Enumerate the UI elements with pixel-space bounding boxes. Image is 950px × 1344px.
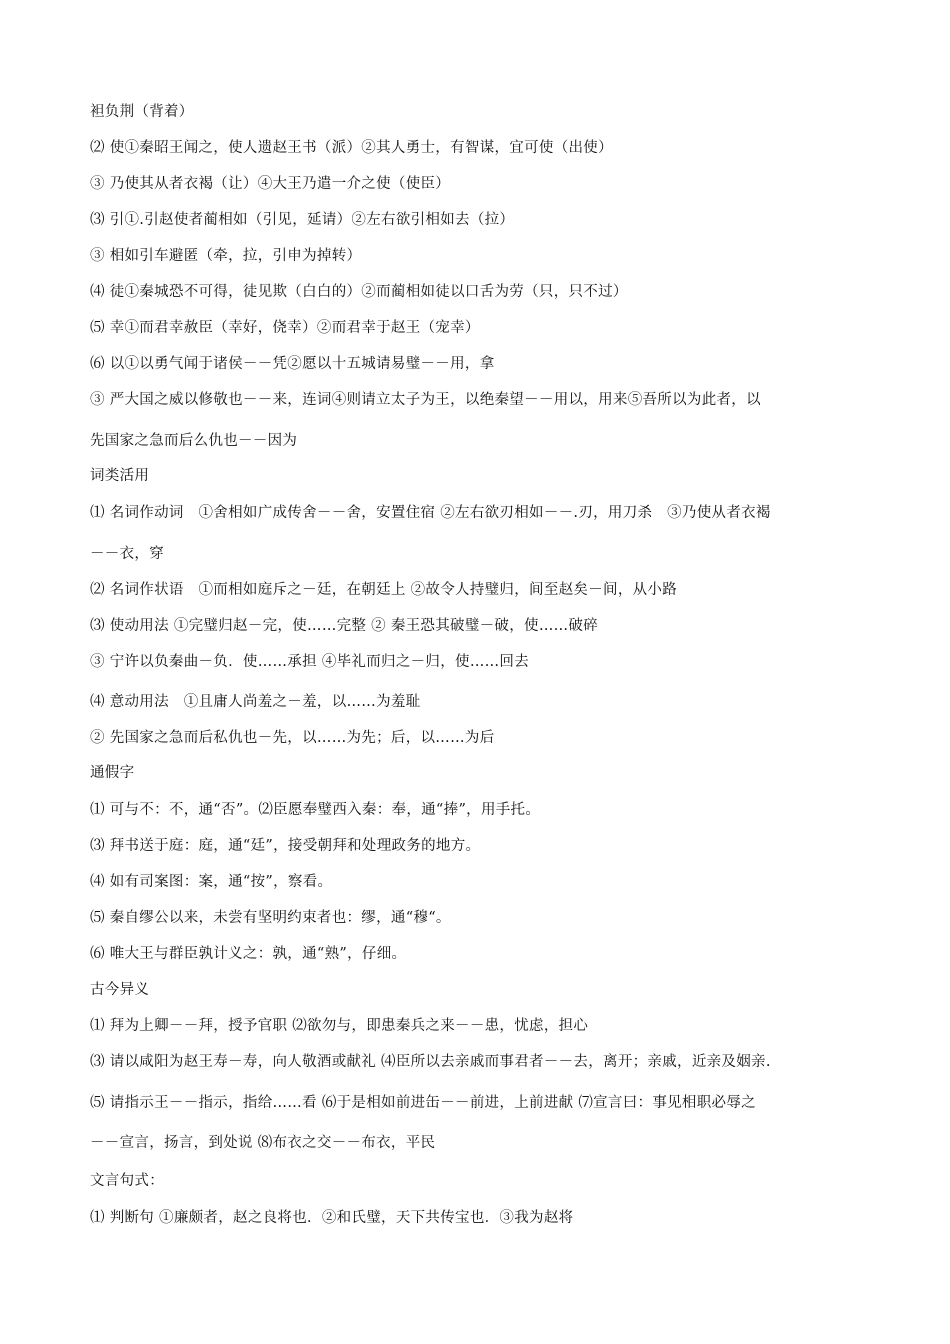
text-line: ③ 相如引车避匿（牵，拉，引申为掉转） [90, 248, 362, 264]
text-line: ⑸ 幸①而君幸赦臣（幸好，侥幸）②而君幸于赵王（宠幸） [90, 320, 480, 336]
text-line: ⑷ 徒①秦城恐不可得，徒见欺（白白的）②而蔺相如徒以口舌为劳（只，只不过） [90, 284, 628, 300]
text-line: ③ 严大国之威以修敬也－－来，连词④则请立太子为王，以绝秦望－－用以，用来⑤吾所以为此者，以 [90, 392, 761, 408]
text-line: ⑸ 秦自缪公以来，未尝有坚明约束者也：缪，通“穆“。 [90, 910, 451, 926]
text-line: ⑴ 名词作动词 ①舍相如广成传舍－－舍，安置住宿 ②左右欲刃相如－－.刃，用刀杀 ③乃使从者衣褐 [90, 505, 771, 521]
text-line: ⑵ 名词作状语 ①而相如庭斥之－廷，在朝廷上 ②故令人持璧归，间至赵矣－间，从小路 [90, 582, 678, 598]
text-line: ⑶ 请以咸阳为赵王寿－寿，向人敬酒或献礼 ⑷臣所以去亲戚而事君者－－去，离开；亲戚，近亲及姻亲. [90, 1054, 771, 1070]
text-line: 袒负荆（背着） [90, 104, 194, 120]
section-heading: 通假字 [90, 765, 135, 781]
text-line: ⑶ 拜书送于庭：庭，通“廷”，接受朝拜和处理政务的地方。 [90, 838, 481, 854]
text-line: ② 先国家之急而后私仇也－先，以……为先；后，以……为后 [90, 730, 495, 746]
text-line: ⑷ 如有司案图：案，通“按”，察看。 [90, 874, 333, 890]
text-line: ⑸ 请指示王－－指示，指给……看 ⑹于是相如前进缶－－前进，上前进献 ⑺宣言曰：事见相职必辱之 [90, 1095, 756, 1111]
text-line: 先国家之急而后么仇也－－因为 [90, 433, 298, 449]
text-line: ⑷ 意动用法 ①且庸人尚羞之－羞，以……为羞耻 [90, 694, 421, 710]
text-line: ⑴ 判断句 ①廉颇者，赵之良将也．②和氏璧，天下共传宝也．③我为赵将 [90, 1210, 574, 1226]
section-heading: 词类活用 [90, 468, 150, 484]
text-line: ⑴ 拜为上卿－－拜，授予官职 ⑵欲勿与，即患秦兵之来－－患，忧虑，担心 [90, 1018, 589, 1034]
text-line: ③ 乃使其从者衣褐（让）④大王乃遣一介之使（使臣） [90, 176, 451, 192]
text-line: ⑹ 唯大王与群臣孰计义之：孰，通“熟”，仔细。 [90, 946, 407, 962]
text-line: ③ 宁许以负秦曲－负．使……承担 ④毕礼而归之－归，使……回去 [90, 654, 530, 670]
text-line: －－衣，穿 [90, 546, 164, 562]
section-heading: 古今异义 [90, 982, 150, 998]
section-heading: 文言句式： [90, 1173, 164, 1189]
text-line: ⑶ 引①.引赵使者蔺相如（引见，延请）②左右欲引相如去（拉） [90, 212, 515, 228]
text-line: ⑵ 使①秦昭王闻之，使人遗赵王书（派）②其人勇士，有智谋，宜可使（出使） [90, 140, 613, 156]
text-line: ⑴ 可与不：不，通“否”。⑵臣愿奉璧西入秦：奉，通“捧”，用手托。 [90, 802, 541, 818]
text-line: ⑹ 以①以勇气闻于诸侯－－凭②愿以十五城请易璧－－用，拿 [90, 356, 495, 372]
text-line: －－宣言，扬言，到处说 ⑻布衣之交－－布衣，平民 [90, 1135, 436, 1151]
text-line: ⑶ 使动用法 ①完璧归赵－完，使……完整 ② 秦王恐其破璧－破，使……破碎 [90, 618, 599, 634]
